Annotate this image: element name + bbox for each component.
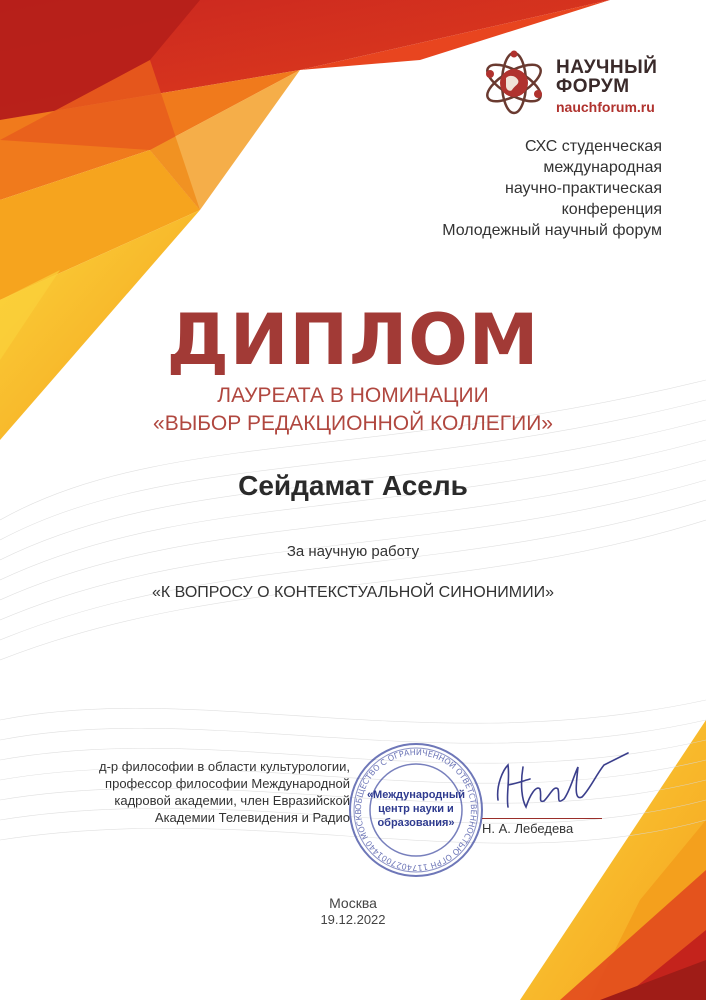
handwritten-signature bbox=[478, 745, 638, 825]
conference-line: научно-практическая bbox=[504, 180, 662, 197]
issue-date: 19.12.2022 bbox=[320, 912, 386, 927]
official-stamp bbox=[346, 740, 486, 880]
atom-globe-icon bbox=[480, 50, 550, 116]
stamp-line2: центр науки и bbox=[378, 803, 454, 815]
signer-name: Н. А. Лебедева bbox=[482, 818, 602, 837]
signer-description-line: профессор философии Международной bbox=[105, 776, 350, 791]
diploma-subtitle bbox=[0, 382, 706, 438]
conference-line: конференция bbox=[561, 201, 662, 218]
signer-description-line: кадровой академии, член Евразийской bbox=[114, 793, 350, 808]
for-work-label: За научную работу bbox=[286, 543, 420, 560]
subtitle-line2: «ВЫБОР РЕДАКЦИОННОЙ КОЛЛЕГИИ» bbox=[153, 412, 553, 435]
conference-line: СХС студенческая bbox=[525, 138, 662, 155]
logo-text bbox=[556, 58, 676, 116]
forum-logo bbox=[480, 50, 680, 120]
subtitle-line1: ЛАУРЕАТА В НОМИНАЦИИ bbox=[217, 384, 489, 407]
logo-title-line2: ФОРУМ bbox=[556, 76, 630, 97]
conference-line: Молодежный научный форум bbox=[442, 222, 662, 239]
stamp-line1: «Международный bbox=[366, 789, 466, 801]
stamp-center-text bbox=[346, 788, 486, 830]
signer-description bbox=[40, 758, 350, 826]
logo-title-line1: НАУЧНЫЙ bbox=[556, 57, 658, 78]
recipient-name: Сейдамат Асель bbox=[238, 470, 468, 501]
city: Москва bbox=[329, 895, 377, 911]
conference-info bbox=[362, 136, 662, 241]
logo-website: nauchforum.ru bbox=[556, 99, 655, 115]
work-title: «К ВОПРОСУ О КОНТЕКСТУАЛЬНОЙ СИНОНИМИИ» bbox=[152, 584, 554, 601]
diploma-title: ДИПЛОМ bbox=[166, 299, 540, 381]
signer-description-line: д-р философии в области культурологии, bbox=[99, 759, 350, 774]
stamp-ring-text: ОБЩЕСТВО С ОГРАНИЧЕННОЙ ОТВЕТСТВЕННОСТЬЮ ОГРН 1174027001440 МОСКВ bbox=[353, 747, 479, 873]
stamp-line3: образования» bbox=[377, 817, 455, 829]
signer-description-line: Академии Телевидения и Радио bbox=[154, 810, 350, 825]
conference-line: международная bbox=[543, 159, 662, 176]
